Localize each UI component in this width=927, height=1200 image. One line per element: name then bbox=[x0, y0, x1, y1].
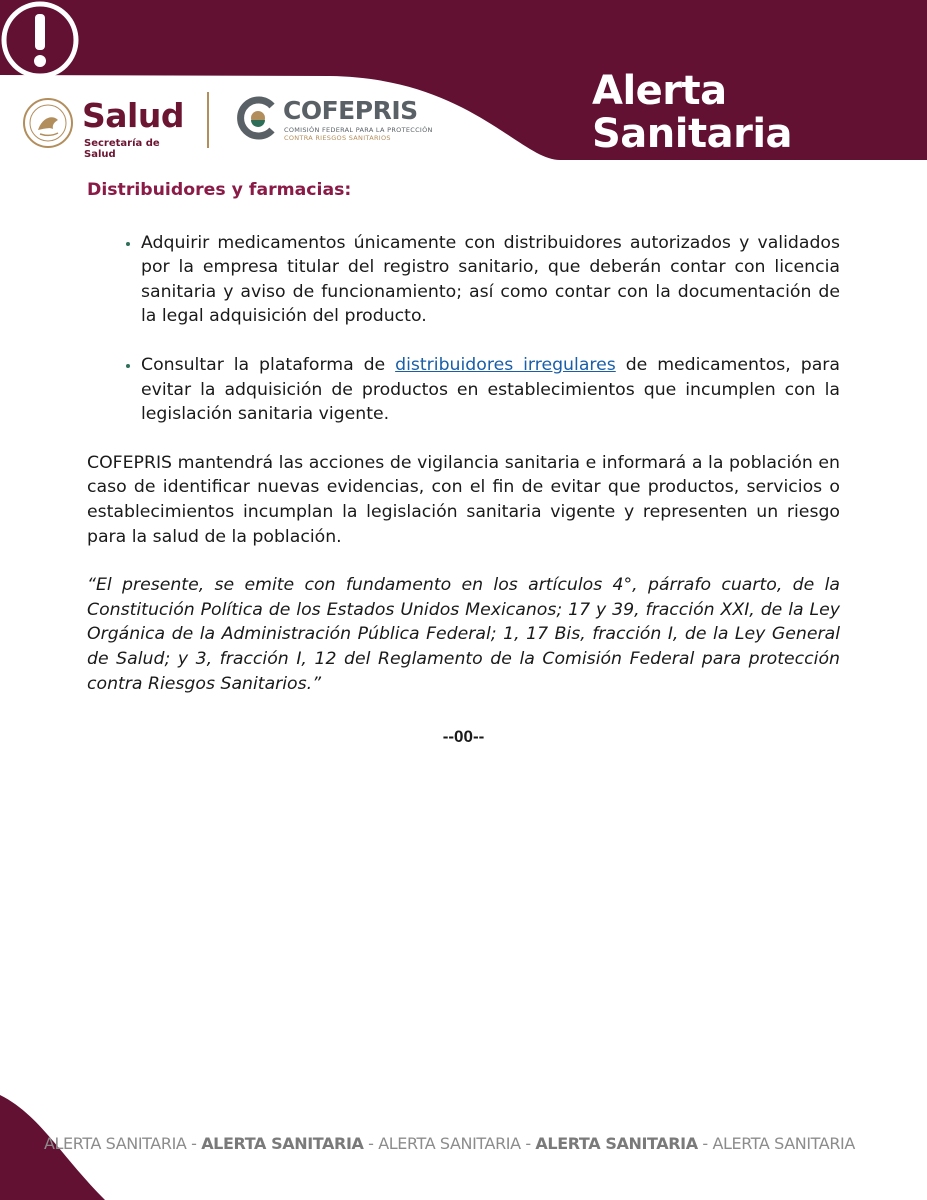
footer-item-bold: ALERTA SANITARIA bbox=[535, 1134, 698, 1153]
cofepris-mark-icon bbox=[236, 96, 278, 140]
salud-wordmark: Salud bbox=[82, 96, 184, 135]
cofepris-subtitle-1: COMISIÓN FEDERAL PARA LA PROTECCIÓN bbox=[284, 126, 433, 134]
footer-item: ALERTA SANITARIA bbox=[44, 1134, 187, 1153]
footer-item: ALERTA SANITARIA bbox=[712, 1134, 855, 1153]
footer-separator: - bbox=[363, 1134, 379, 1153]
alert-title bbox=[592, 70, 792, 156]
salud-subtitle: Secretaría de Salud bbox=[84, 138, 160, 160]
footer-item-bold: ALERTA SANITARIA bbox=[201, 1134, 364, 1153]
list-item bbox=[141, 353, 840, 427]
cofepris-subtitle-2: CONTRA RIESGOS SANITARIOS bbox=[284, 134, 391, 142]
recommendation-list bbox=[87, 231, 840, 427]
exclamation-icon bbox=[0, 0, 80, 80]
national-seal-icon bbox=[22, 96, 74, 150]
footer-separator: - bbox=[697, 1134, 713, 1153]
document-body bbox=[87, 178, 840, 696]
body-paragraph: COFEPRIS mantendrá las acciones de vigilancia sanitaria e informará a la población en caso de identificar nuevas evidencias, con el fin de evitar que productos, servicios o establecimientos incumplan la legislación sanitaria vigente y representen un riesgo para la salud de la población. bbox=[87, 452, 840, 547]
salud-logo bbox=[22, 96, 192, 160]
legal-quote: “El presente, se emite con fundamento en los artículos 4°, párrafo cuarto, de la Constitución Política de los Estados Unidos Mexicanos; 17 y 39, fracción XXI, de la Ley Orgánica de la Administración Pública Federal; 1, 17 Bis, fracción I, de la Ley General de Salud; y 3, fracción I, 12 del Reglamento de la Comisión Federal para protección contra Riesgos Sanitarios.” bbox=[87, 575, 840, 694]
list-item-text-after: de medicamentos, para evitar la adquisición de productos en establecimientos que incumplen con la legislación sanitaria vigente. bbox=[141, 354, 840, 425]
cofepris-wordmark: COFEPRIS bbox=[283, 96, 418, 125]
list-item-text-before: Consultar la plataforma de bbox=[141, 354, 396, 375]
footer-separator: - bbox=[520, 1134, 536, 1153]
list-item bbox=[141, 231, 840, 329]
cofepris-logo bbox=[236, 96, 436, 146]
footer-item: ALERTA SANITARIA bbox=[378, 1134, 521, 1153]
alert-title-line2: Sanitaria bbox=[592, 111, 793, 157]
distribuidores-irregulares-link[interactable]: distribuidores irregulares bbox=[395, 354, 616, 375]
section-heading: Distribuidores y farmacias: bbox=[87, 180, 352, 200]
list-item-text: Adquirir medicamentos únicamente con distribuidores autorizados y validados por la empresa titular del registro sanitario, que deberán contar con licencia sanitaria y aviso de funcionamiento; así como contar con la documentación de la legal adquisición del producto. bbox=[141, 232, 840, 327]
footer-separator: - bbox=[186, 1134, 202, 1153]
footer-banner bbox=[44, 1134, 855, 1153]
alert-title-line1: Alerta bbox=[592, 68, 727, 114]
end-mark: --00-- bbox=[442, 727, 485, 746]
page-header bbox=[0, 0, 927, 175]
logo-divider bbox=[207, 92, 209, 148]
